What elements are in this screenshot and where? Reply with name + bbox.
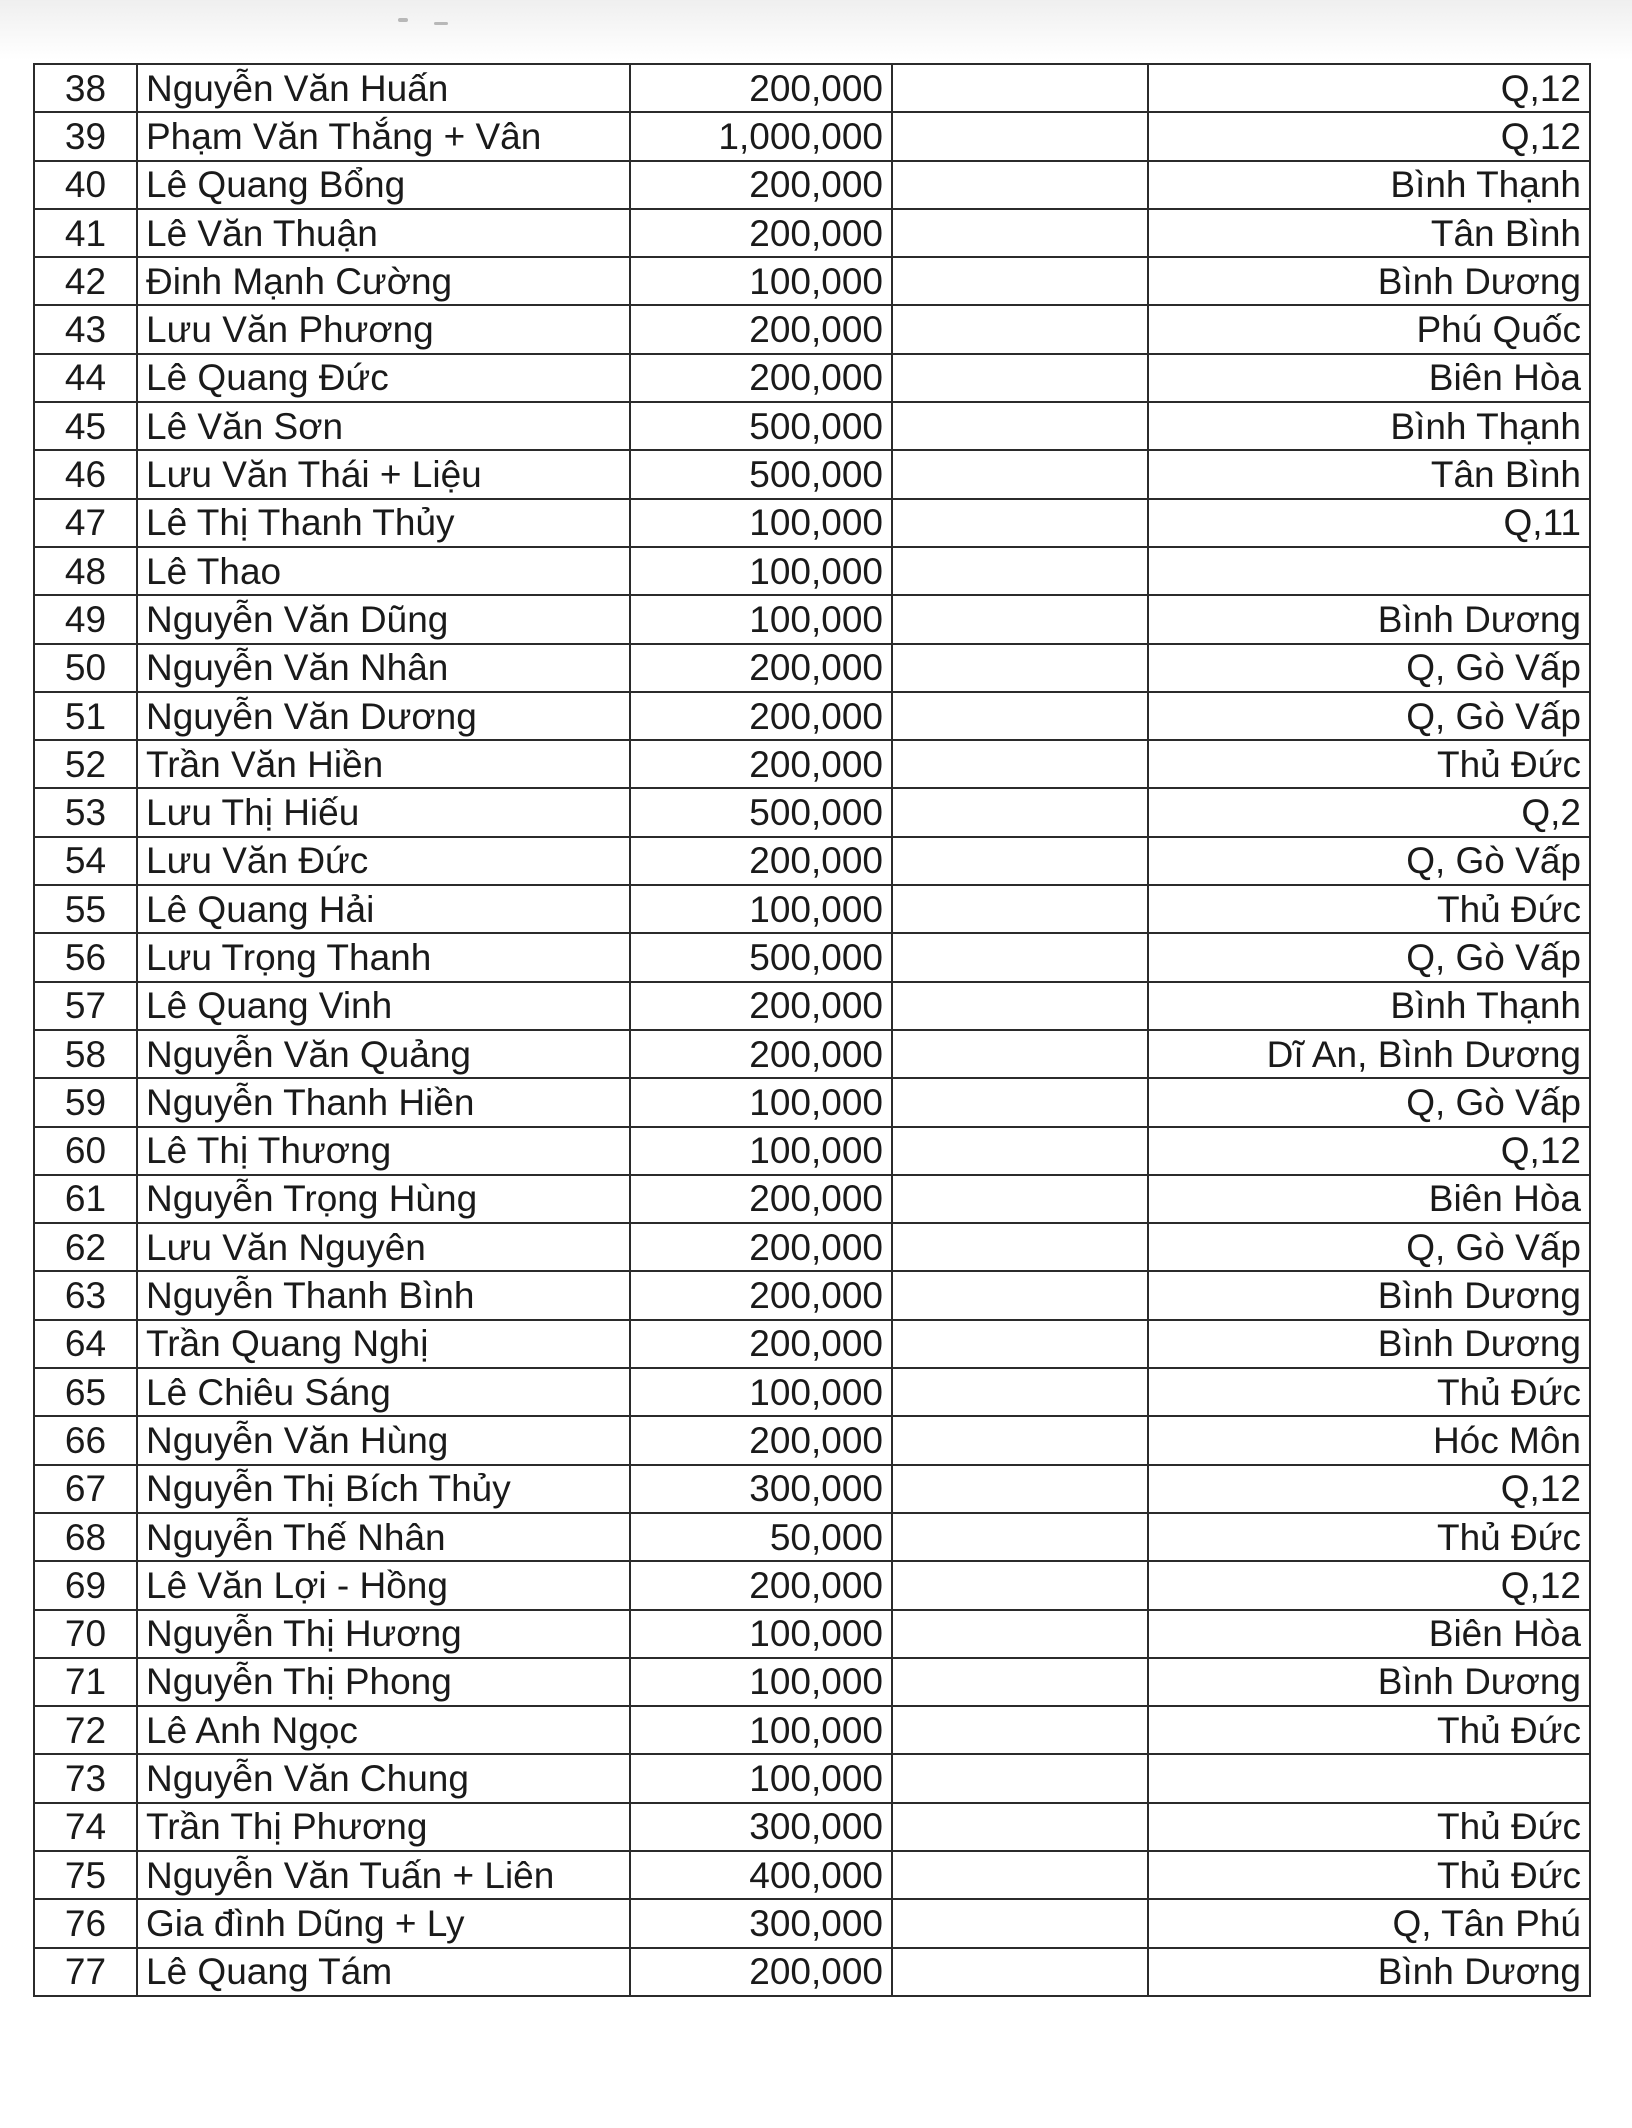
donation-amount: 100,000 (630, 595, 892, 643)
table-row (34, 161, 1590, 209)
table-row (34, 1271, 1590, 1319)
donor-address: Q, Gò Vấp (1148, 837, 1590, 885)
row-number: 44 (34, 354, 137, 402)
table-row (34, 595, 1590, 643)
donor-address: Thủ Đức (1148, 1513, 1590, 1561)
donor-address: Bình Thạnh (1148, 982, 1590, 1030)
donor-name: Lưu Văn Nguyên (137, 1223, 630, 1271)
blank-cell (892, 354, 1148, 402)
donation-amount: 1,000,000 (630, 112, 892, 160)
donation-amount: 100,000 (630, 885, 892, 933)
table-row (34, 837, 1590, 885)
donation-amount: 100,000 (630, 499, 892, 547)
blank-cell (892, 1465, 1148, 1513)
donation-amount: 300,000 (630, 1465, 892, 1513)
donor-name: Lê Văn Lợi - Hồng (137, 1561, 630, 1609)
donor-address: Q,12 (1148, 64, 1590, 112)
table-row (34, 1078, 1590, 1126)
donor-address: Thủ Đức (1148, 1851, 1590, 1899)
row-number: 69 (34, 1561, 137, 1609)
donation-amount: 100,000 (630, 257, 892, 305)
donor-address: Biên Hòa (1148, 354, 1590, 402)
donor-name: Đinh Mạnh Cường (137, 257, 630, 305)
donation-amount: 200,000 (630, 740, 892, 788)
donor-address: Q, Gò Vấp (1148, 692, 1590, 740)
table-row (34, 547, 1590, 595)
donation-amount: 500,000 (630, 933, 892, 981)
table-row (34, 1465, 1590, 1513)
row-number: 60 (34, 1127, 137, 1175)
scan-speck (398, 18, 408, 22)
donation-amount: 100,000 (630, 1127, 892, 1175)
row-number: 64 (34, 1320, 137, 1368)
blank-cell (892, 402, 1148, 450)
donor-address: Biên Hòa (1148, 1610, 1590, 1658)
donation-amount: 300,000 (630, 1803, 892, 1851)
donation-amount: 200,000 (630, 64, 892, 112)
table-row (34, 692, 1590, 740)
blank-cell (892, 64, 1148, 112)
donor-name: Nguyễn Văn Dương (137, 692, 630, 740)
table-row (34, 305, 1590, 353)
blank-cell (892, 1851, 1148, 1899)
donor-name: Nguyễn Thanh Hiền (137, 1078, 630, 1126)
row-number: 71 (34, 1658, 137, 1706)
donation-amount: 200,000 (630, 1223, 892, 1271)
donation-amount: 300,000 (630, 1899, 892, 1947)
table-row (34, 982, 1590, 1030)
blank-cell (892, 450, 1148, 498)
donor-name: Lê Quang Tám (137, 1948, 630, 1996)
donor-address: Thủ Đức (1148, 1368, 1590, 1416)
row-number: 50 (34, 644, 137, 692)
table-row (34, 1416, 1590, 1464)
row-number: 57 (34, 982, 137, 1030)
blank-cell (892, 257, 1148, 305)
table-row (34, 209, 1590, 257)
blank-cell (892, 1658, 1148, 1706)
row-number: 72 (34, 1706, 137, 1754)
donor-name: Nguyễn Văn Chung (137, 1754, 630, 1802)
blank-cell (892, 1175, 1148, 1223)
donor-name: Nguyễn Văn Dũng (137, 595, 630, 643)
donation-amount: 200,000 (630, 1030, 892, 1078)
table-row (34, 1513, 1590, 1561)
donor-name: Lê Thao (137, 547, 630, 595)
donor-name: Nguyễn Văn Tuấn + Liên (137, 1851, 630, 1899)
table-row (34, 354, 1590, 402)
row-number: 38 (34, 64, 137, 112)
blank-cell (892, 1706, 1148, 1754)
blank-cell (892, 209, 1148, 257)
table-row (34, 644, 1590, 692)
donor-name: Nguyễn Thị Phong (137, 1658, 630, 1706)
donor-address: Q,12 (1148, 1465, 1590, 1513)
table-row (34, 1754, 1590, 1802)
blank-cell (892, 885, 1148, 933)
donor-name: Lê Văn Sơn (137, 402, 630, 450)
row-number: 67 (34, 1465, 137, 1513)
table-row (34, 788, 1590, 836)
donor-name: Nguyễn Thanh Bình (137, 1271, 630, 1319)
row-number: 76 (34, 1899, 137, 1947)
donor-address: Bình Thạnh (1148, 402, 1590, 450)
donor-name: Lưu Thị Hiếu (137, 788, 630, 836)
row-number: 58 (34, 1030, 137, 1078)
donation-amount: 100,000 (630, 1706, 892, 1754)
donation-amount: 100,000 (630, 1078, 892, 1126)
donor-address: Thủ Đức (1148, 885, 1590, 933)
donor-address: Q,12 (1148, 1561, 1590, 1609)
table-row (34, 1948, 1590, 1996)
row-number: 43 (34, 305, 137, 353)
table-row (34, 1803, 1590, 1851)
blank-cell (892, 1513, 1148, 1561)
blank-cell (892, 1416, 1148, 1464)
donor-address: Bình Dương (1148, 1320, 1590, 1368)
donor-name: Lê Quang Bổng (137, 161, 630, 209)
table-row (34, 402, 1590, 450)
donor-address: Thủ Đức (1148, 1803, 1590, 1851)
blank-cell (892, 1271, 1148, 1319)
table-row (34, 933, 1590, 981)
donor-name: Trần Văn Hiền (137, 740, 630, 788)
row-number: 56 (34, 933, 137, 981)
donor-address: Biên Hòa (1148, 1175, 1590, 1223)
donor-name: Lê Quang Hải (137, 885, 630, 933)
table-row (34, 1658, 1590, 1706)
donor-name: Nguyễn Thị Hương (137, 1610, 630, 1658)
blank-cell (892, 1078, 1148, 1126)
row-number: 63 (34, 1271, 137, 1319)
scan-speck (434, 22, 448, 25)
donor-address (1148, 1754, 1590, 1802)
donation-amount: 200,000 (630, 305, 892, 353)
donation-amount: 100,000 (630, 1658, 892, 1706)
blank-cell (892, 1127, 1148, 1175)
donation-amount: 200,000 (630, 982, 892, 1030)
donation-amount: 200,000 (630, 692, 892, 740)
blank-cell (892, 982, 1148, 1030)
donor-address: Thủ Đức (1148, 1706, 1590, 1754)
donation-amount: 100,000 (630, 1368, 892, 1416)
donation-amount: 200,000 (630, 1271, 892, 1319)
donor-address: Q, Gò Vấp (1148, 644, 1590, 692)
donor-name: Lê Văn Thuận (137, 209, 630, 257)
table-row (34, 1368, 1590, 1416)
table-row (34, 1899, 1590, 1947)
donor-address: Bình Thạnh (1148, 161, 1590, 209)
row-number: 41 (34, 209, 137, 257)
table-row (34, 1223, 1590, 1271)
row-number: 68 (34, 1513, 137, 1561)
table-row (34, 450, 1590, 498)
blank-cell (892, 1223, 1148, 1271)
donor-table (33, 63, 1591, 1997)
donor-address: Bình Dương (1148, 595, 1590, 643)
table-row (34, 112, 1590, 160)
blank-cell (892, 547, 1148, 595)
donation-amount: 200,000 (630, 161, 892, 209)
table-row (34, 1320, 1590, 1368)
donor-name: Lê Anh Ngọc (137, 1706, 630, 1754)
blank-cell (892, 1948, 1148, 1996)
blank-cell (892, 788, 1148, 836)
donation-amount: 200,000 (630, 209, 892, 257)
table-row (34, 1175, 1590, 1223)
blank-cell (892, 499, 1148, 547)
donation-amount: 100,000 (630, 547, 892, 595)
table-row (34, 740, 1590, 788)
donor-table-body (34, 64, 1590, 1996)
row-number: 62 (34, 1223, 137, 1271)
donor-name: Nguyễn Thị Bích Thủy (137, 1465, 630, 1513)
donation-amount: 200,000 (630, 1561, 892, 1609)
donor-address: Dĩ An, Bình Dương (1148, 1030, 1590, 1078)
donor-name: Nguyễn Trọng Hùng (137, 1175, 630, 1223)
donor-name: Nguyễn Văn Nhân (137, 644, 630, 692)
donor-address: Q,12 (1148, 1127, 1590, 1175)
donor-address: Q, Tân Phú (1148, 1899, 1590, 1947)
donor-name: Trần Thị Phương (137, 1803, 630, 1851)
donor-address: Q, Gò Vấp (1148, 1223, 1590, 1271)
blank-cell (892, 1899, 1148, 1947)
row-number: 59 (34, 1078, 137, 1126)
donor-name: Nguyễn Văn Hùng (137, 1416, 630, 1464)
blank-cell (892, 305, 1148, 353)
donor-name: Nguyễn Văn Huấn (137, 64, 630, 112)
row-number: 73 (34, 1754, 137, 1802)
blank-cell (892, 161, 1148, 209)
row-number: 74 (34, 1803, 137, 1851)
row-number: 54 (34, 837, 137, 885)
blank-cell (892, 644, 1148, 692)
donor-name: Lê Quang Vinh (137, 982, 630, 1030)
donation-amount: 400,000 (630, 1851, 892, 1899)
donor-address: Tân Bình (1148, 209, 1590, 257)
row-number: 52 (34, 740, 137, 788)
blank-cell (892, 1320, 1148, 1368)
blank-cell (892, 1561, 1148, 1609)
donor-address (1148, 547, 1590, 595)
table-row (34, 1706, 1590, 1754)
donor-name: Lê Thị Thương (137, 1127, 630, 1175)
donor-name: Trần Quang Nghị (137, 1320, 630, 1368)
table-row (34, 1610, 1590, 1658)
blank-cell (892, 1030, 1148, 1078)
row-number: 40 (34, 161, 137, 209)
donation-amount: 100,000 (630, 1754, 892, 1802)
table-row (34, 257, 1590, 305)
donor-name: Lưu Trọng Thanh (137, 933, 630, 981)
donor-address: Bình Dương (1148, 1948, 1590, 1996)
blank-cell (892, 1610, 1148, 1658)
donation-amount: 500,000 (630, 788, 892, 836)
row-number: 61 (34, 1175, 137, 1223)
donor-name: Nguyễn Văn Quảng (137, 1030, 630, 1078)
donor-address: Q, Gò Vấp (1148, 1078, 1590, 1126)
donation-amount: 200,000 (630, 1416, 892, 1464)
donor-address: Q,2 (1148, 788, 1590, 836)
donor-address: Phú Quốc (1148, 305, 1590, 353)
donor-name: Lưu Văn Thái + Liệu (137, 450, 630, 498)
donor-address: Tân Bình (1148, 450, 1590, 498)
blank-cell (892, 595, 1148, 643)
donor-name: Phạm Văn Thắng + Vân (137, 112, 630, 160)
blank-cell (892, 837, 1148, 885)
blank-cell (892, 740, 1148, 788)
donation-amount: 200,000 (630, 354, 892, 402)
donor-address: Bình Dương (1148, 1658, 1590, 1706)
donor-name: Gia đình Dũng + Ly (137, 1899, 630, 1947)
row-number: 49 (34, 595, 137, 643)
donor-address: Bình Dương (1148, 257, 1590, 305)
table-row (34, 1851, 1590, 1899)
row-number: 77 (34, 1948, 137, 1996)
donation-amount: 500,000 (630, 402, 892, 450)
row-number: 65 (34, 1368, 137, 1416)
row-number: 53 (34, 788, 137, 836)
row-number: 75 (34, 1851, 137, 1899)
donation-amount: 200,000 (630, 1948, 892, 1996)
blank-cell (892, 933, 1148, 981)
donation-amount: 50,000 (630, 1513, 892, 1561)
donor-address: Q, Gò Vấp (1148, 933, 1590, 981)
donation-amount: 200,000 (630, 837, 892, 885)
table-row (34, 499, 1590, 547)
blank-cell (892, 692, 1148, 740)
donor-address: Hóc Môn (1148, 1416, 1590, 1464)
scan-top-shadow (0, 0, 1632, 60)
row-number: 42 (34, 257, 137, 305)
row-number: 45 (34, 402, 137, 450)
row-number: 47 (34, 499, 137, 547)
row-number: 55 (34, 885, 137, 933)
row-number: 51 (34, 692, 137, 740)
donor-address: Bình Dương (1148, 1271, 1590, 1319)
donor-address: Thủ Đức (1148, 740, 1590, 788)
row-number: 39 (34, 112, 137, 160)
donation-amount: 200,000 (630, 644, 892, 692)
donor-name: Nguyễn Thế Nhân (137, 1513, 630, 1561)
table-row (34, 885, 1590, 933)
blank-cell (892, 1754, 1148, 1802)
donor-address: Q,12 (1148, 112, 1590, 160)
donor-name: Lê Quang Đức (137, 354, 630, 402)
table-row (34, 64, 1590, 112)
donor-name: Lưu Văn Đức (137, 837, 630, 885)
donor-name: Lê Chiêu Sáng (137, 1368, 630, 1416)
row-number: 66 (34, 1416, 137, 1464)
table-row (34, 1127, 1590, 1175)
donation-amount: 200,000 (630, 1320, 892, 1368)
donor-address: Q,11 (1148, 499, 1590, 547)
donor-name: Lê Thị Thanh Thủy (137, 499, 630, 547)
row-number: 70 (34, 1610, 137, 1658)
donation-amount: 100,000 (630, 1610, 892, 1658)
donation-amount: 200,000 (630, 1175, 892, 1223)
donation-amount: 500,000 (630, 450, 892, 498)
donor-name: Lưu Văn Phương (137, 305, 630, 353)
blank-cell (892, 112, 1148, 160)
table-row (34, 1030, 1590, 1078)
table-row (34, 1561, 1590, 1609)
row-number: 46 (34, 450, 137, 498)
row-number: 48 (34, 547, 137, 595)
blank-cell (892, 1803, 1148, 1851)
blank-cell (892, 1368, 1148, 1416)
